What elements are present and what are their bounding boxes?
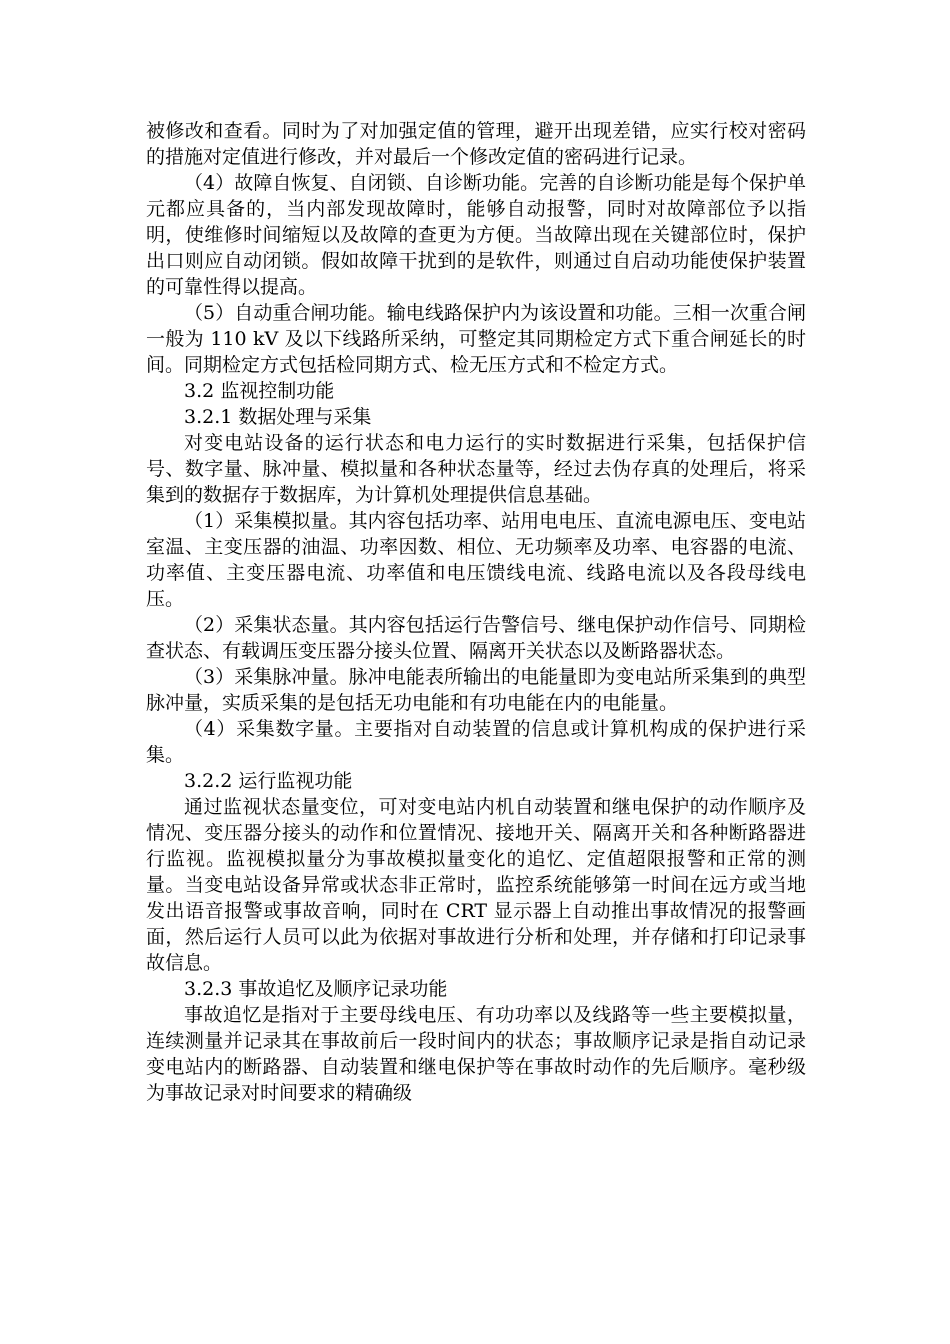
section-heading-3-2-1: 3.2.1 数据处理与采集 bbox=[184, 406, 372, 428]
paragraph-analog-quantity: （1）采集模拟量。其内容包括功率、站用电电压、直流电源电压、变电站室温、主变压器的油温、功率因数、相位、无功频率及功率、电容器的电流、功率值、主变压器电流、功率值和电压馈线电流、线路电流以及各段母线电压。 bbox=[146, 510, 806, 610]
paragraph-setting-password: 被修改和查看。同时为了对加强定值的管理，避开出现差错，应实行校对密码的措施对定值进行修改，并对最后一个修改定值的密码进行记录。 bbox=[146, 120, 806, 168]
paragraph-self-diagnosis: （4）故障自恢复、自闭锁、自诊断功能。完善的自诊断功能是每个保护单元都应具备的，当内部发现故障时，能够自动报警，同时对故障部位予以指明，使维修时间缩短以及故障的查更为方便。当故障出现在关键部位时，保护出口则应自动闭锁。假如故障干扰到的是软件，则通过自启动功能使保护装置的可靠性得以提高。 bbox=[146, 172, 806, 298]
document-body bbox=[146, 118, 806, 1106]
paragraph-state-quantity: （2）采集状态量。其内容包括运行告警信号、继电保护动作信号、同期检查状态、有载调压变压器分接头位置、隔离开关状态以及断路器状态。 bbox=[146, 614, 806, 662]
paragraph-auto-reclosing: （5）自动重合闸功能。输电线路保护内为该设置和功能。三相一次重合闸一般为 110 kV 及以下线路所采纳，可整定其同期检定方式下重合闸延长的时间。同期检定方式包括检同期方式、检无压方式和不检定方式。 bbox=[146, 302, 806, 376]
paragraph-digital-quantity: （4）采集数字量。主要指对自动装置的信息或计算机构成的保护进行采集。 bbox=[146, 718, 806, 766]
paragraph-operation-monitoring: 通过监视状态量变位，可对变电站内机自动装置和继电保护的动作顺序及情况、变压器分接头的动作和位置情况、接地开关、隔离开关和各种断路器进行监视。监视模拟量分为事故模拟量变化的追忆、定值超限报警和正常的测量。当变电站设备异常或状态非正常时，监控系统能够第一时间在远方或当地发出语音报警或事故音响，同时在 CRT 显示器上自动推出事故情况的报警画面，然后运行人员可以此为依据对事故进行分析和处理，并存储和打印记录事故信息。 bbox=[146, 796, 806, 974]
paragraph-pulse-quantity: （3）采集脉冲量。脉冲电能表所输出的电能量即为变电站所采集到的典型脉冲量，实质采集的是包括无功电能和有功电能在内的电能量。 bbox=[146, 666, 806, 714]
paragraph-event-recall: 事故追忆是指对于主要母线电压、有功功率以及线路等一些主要模拟量，连续测量并记录其在事故前后一段时间内的状态；事故顺序记录是指自动记录变电站内的断路器、自动装置和继电保护等在事故时动作的先后顺序。毫秒级为事故记录对时间要求的精确级 bbox=[146, 1004, 806, 1104]
section-heading-3-2-3: 3.2.3 事故追忆及顺序记录功能 bbox=[184, 978, 448, 1000]
section-heading-3-2-2: 3.2.2 运行监视功能 bbox=[184, 770, 353, 792]
section-heading-3-2: 3.2 监视控制功能 bbox=[184, 380, 335, 402]
paragraph-data-collection: 对变电站设备的运行状态和电力运行的实时数据进行采集，包括保护信号、数字量、脉冲量、模拟量和各种状态量等，经过去伪存真的处理后，将采集到的数据存于数据库，为计算机处理提供信息基础。 bbox=[146, 432, 806, 506]
